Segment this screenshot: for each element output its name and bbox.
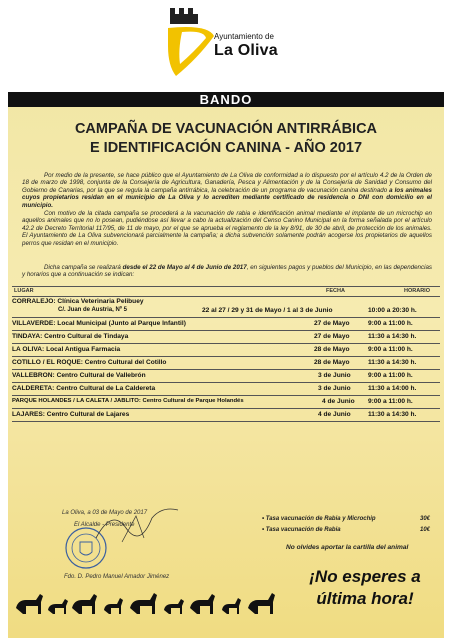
slogan-line-1: ¡No esperes a	[309, 567, 421, 586]
date-line: La Oliva, a 03 de Mayo de 2017	[62, 510, 148, 516]
paragraph-3-bold: desde el 22 de Mayo al 4 de Junio de 2017	[122, 264, 247, 271]
row-place: VALLEBRON: Centro Cultural de Vallebrón	[12, 372, 146, 379]
row-place: CALDERETA: Centro Cultural de La Caldereta	[12, 385, 156, 392]
row-date: 22 al 27 / 29 y 31 de Mayo / 1 al 3 de Junio	[202, 307, 333, 314]
table-row	[12, 297, 440, 318]
title-line-2: E IDENTIFICACIÓN CANINA - AÑO 2017	[89, 140, 363, 156]
row-place: LA OLIVA: Local Antigua Farmacia	[12, 346, 121, 353]
row-date: 4 de Junio	[318, 411, 351, 418]
row-hour: 11:30 a 14:30 h.	[368, 359, 417, 366]
paragraph-1-bold: a los animales cuyos propietarios residan en el municipio de La Oliva y lo acrediten mediante certificado de residencia o DNI con domicilio en el municipio.	[22, 186, 432, 209]
table-row	[12, 397, 440, 409]
mayor-role: El Alcalde - Presidente	[74, 522, 135, 528]
table-row	[12, 358, 440, 370]
bando-banner: BANDO	[8, 92, 444, 107]
paragraph-3	[22, 264, 432, 279]
row-hour: 11:30 a 14:30 h.	[368, 333, 417, 340]
paragraph-3-text-a: Dicha campaña se realizará	[44, 264, 121, 271]
row-place: COTILLO / EL ROQUE: Centro Cultural del Cotillo	[12, 359, 167, 366]
signature-icon	[92, 498, 182, 548]
fee-rabia	[262, 527, 341, 533]
row-place: TINDAYA: Centro Cultural de Tindaya	[12, 333, 129, 340]
row-hour: 9:00 a 11:00 h.	[368, 398, 413, 405]
table-row	[12, 332, 440, 344]
row-hour: 10:00 a 20:30 h.	[368, 307, 417, 314]
row-hour: 9:00 a 11:00 h.	[368, 320, 413, 327]
fee-label: Tasa vacunación de Rabia y Microchip	[265, 516, 376, 522]
signed-by: Fdo. D. Pedro Manuel Amador Jiménez	[64, 574, 170, 580]
row-date: 4 de Junio	[322, 398, 355, 405]
paragraph-1-text: Por medio de la presente, se hace público que el Ayuntamiento de La Oliva de conformidad a lo dispuesto por el artículo 4.2 de la Orden de 18 de marzo de 1998, conjunta de la Consejería de Agricultura, Ganadería, Pesca y Alimentación y de la Consejería de Sanidad y Consumo del Gobierno de Canarias, por la que se regula la campaña antirrábica, la celebración de un programa de vacunación canina destinado	[22, 172, 432, 194]
row-hour: 11:30 a 14:00 h.	[368, 385, 417, 392]
row-date: 27 de Mayo	[314, 320, 350, 327]
paragraph-3-text-b: , en siguientes pagos y pueblos del Municipio, en las dependencias y horarios que a continuación se indican:	[22, 264, 432, 279]
reminder-text: No olvides aportar la cartilla del animal	[286, 544, 409, 551]
table-row	[12, 319, 440, 331]
title-line-1: CAMPAÑA DE VACUNACIÓN ANTIRRÁBICA	[74, 121, 378, 137]
slogan	[290, 566, 440, 610]
header-lugar: LUGAR	[14, 288, 34, 294]
table-row	[12, 371, 440, 383]
fee-price: 30€	[420, 516, 431, 522]
table-row	[12, 410, 440, 422]
row-date: 3 de Junio	[318, 385, 351, 392]
slogan-line-2: última hora!	[316, 589, 414, 608]
table-row	[12, 345, 440, 357]
bullet-icon: •	[262, 516, 265, 522]
dog-silhouettes-icon	[14, 586, 286, 616]
row-place: LAJARES: Centro Cultural de Lajares	[12, 411, 130, 418]
row-place: CORRALEJO: Clínica Veterinaria Pelibuey	[12, 298, 144, 305]
row-hour: 9:00 a 11:00 h.	[368, 372, 413, 379]
paragraph-1	[22, 172, 432, 209]
fee-label: Tasa vacunación de Rabia	[265, 527, 341, 533]
row-place: PARQUE HOLANDES / LA CALETA / JABLITO: Centro Cultural de Parque Holandés	[12, 398, 244, 404]
row-date: 28 de Mayo	[314, 346, 350, 353]
row-hour: 9:00 a 11:00 h.	[368, 346, 413, 353]
fee-rabia-microchip	[262, 516, 376, 522]
schedule-table-header	[12, 286, 440, 297]
row-date: 27 de Mayo	[314, 333, 350, 340]
bullet-icon: •	[262, 527, 265, 533]
campaign-title	[8, 120, 444, 158]
row-date: 3 de Junio	[318, 372, 351, 379]
table-row	[12, 384, 440, 396]
header-horario: HORARIO	[404, 288, 430, 294]
row-place-address: C/. Juan de Austria, Nº 5	[58, 307, 127, 313]
header-fecha: FECHA	[326, 288, 345, 294]
logo-brand-text: La Oliva	[214, 42, 278, 59]
paragraph-2: Con motivo de la citada campaña se procederá a la vacunación de rabia e identificación animal mediante el implante de un microchip en aquellos animales que no lo posean, pudiéndose así llevar a cabo la actualización del Censo Canino Municipal en la forma señalada por el artículo 42.2 de Decreto Territorial 117/95, de 11 de mayo, por el que se aprueba el reglamento de la ley 8/91, de 30 de abril, de protección de los animales. El Ayuntamiento de La Oliva subvencionará parcialmente la campaña; a dicha subvención solamente podrán acogerse los propietarios de aquellos perros que residan en el municipio.	[22, 210, 432, 247]
fee-price: 10€	[420, 527, 431, 533]
row-date: 28 de Mayo	[314, 359, 350, 366]
logo-small-text: Ayuntamiento de	[214, 32, 274, 41]
row-hour: 11:30 a 14:30 h.	[368, 411, 417, 418]
row-place: VILLAVERDE: Local Municipal (Junto al Parque Infantil)	[12, 320, 186, 327]
